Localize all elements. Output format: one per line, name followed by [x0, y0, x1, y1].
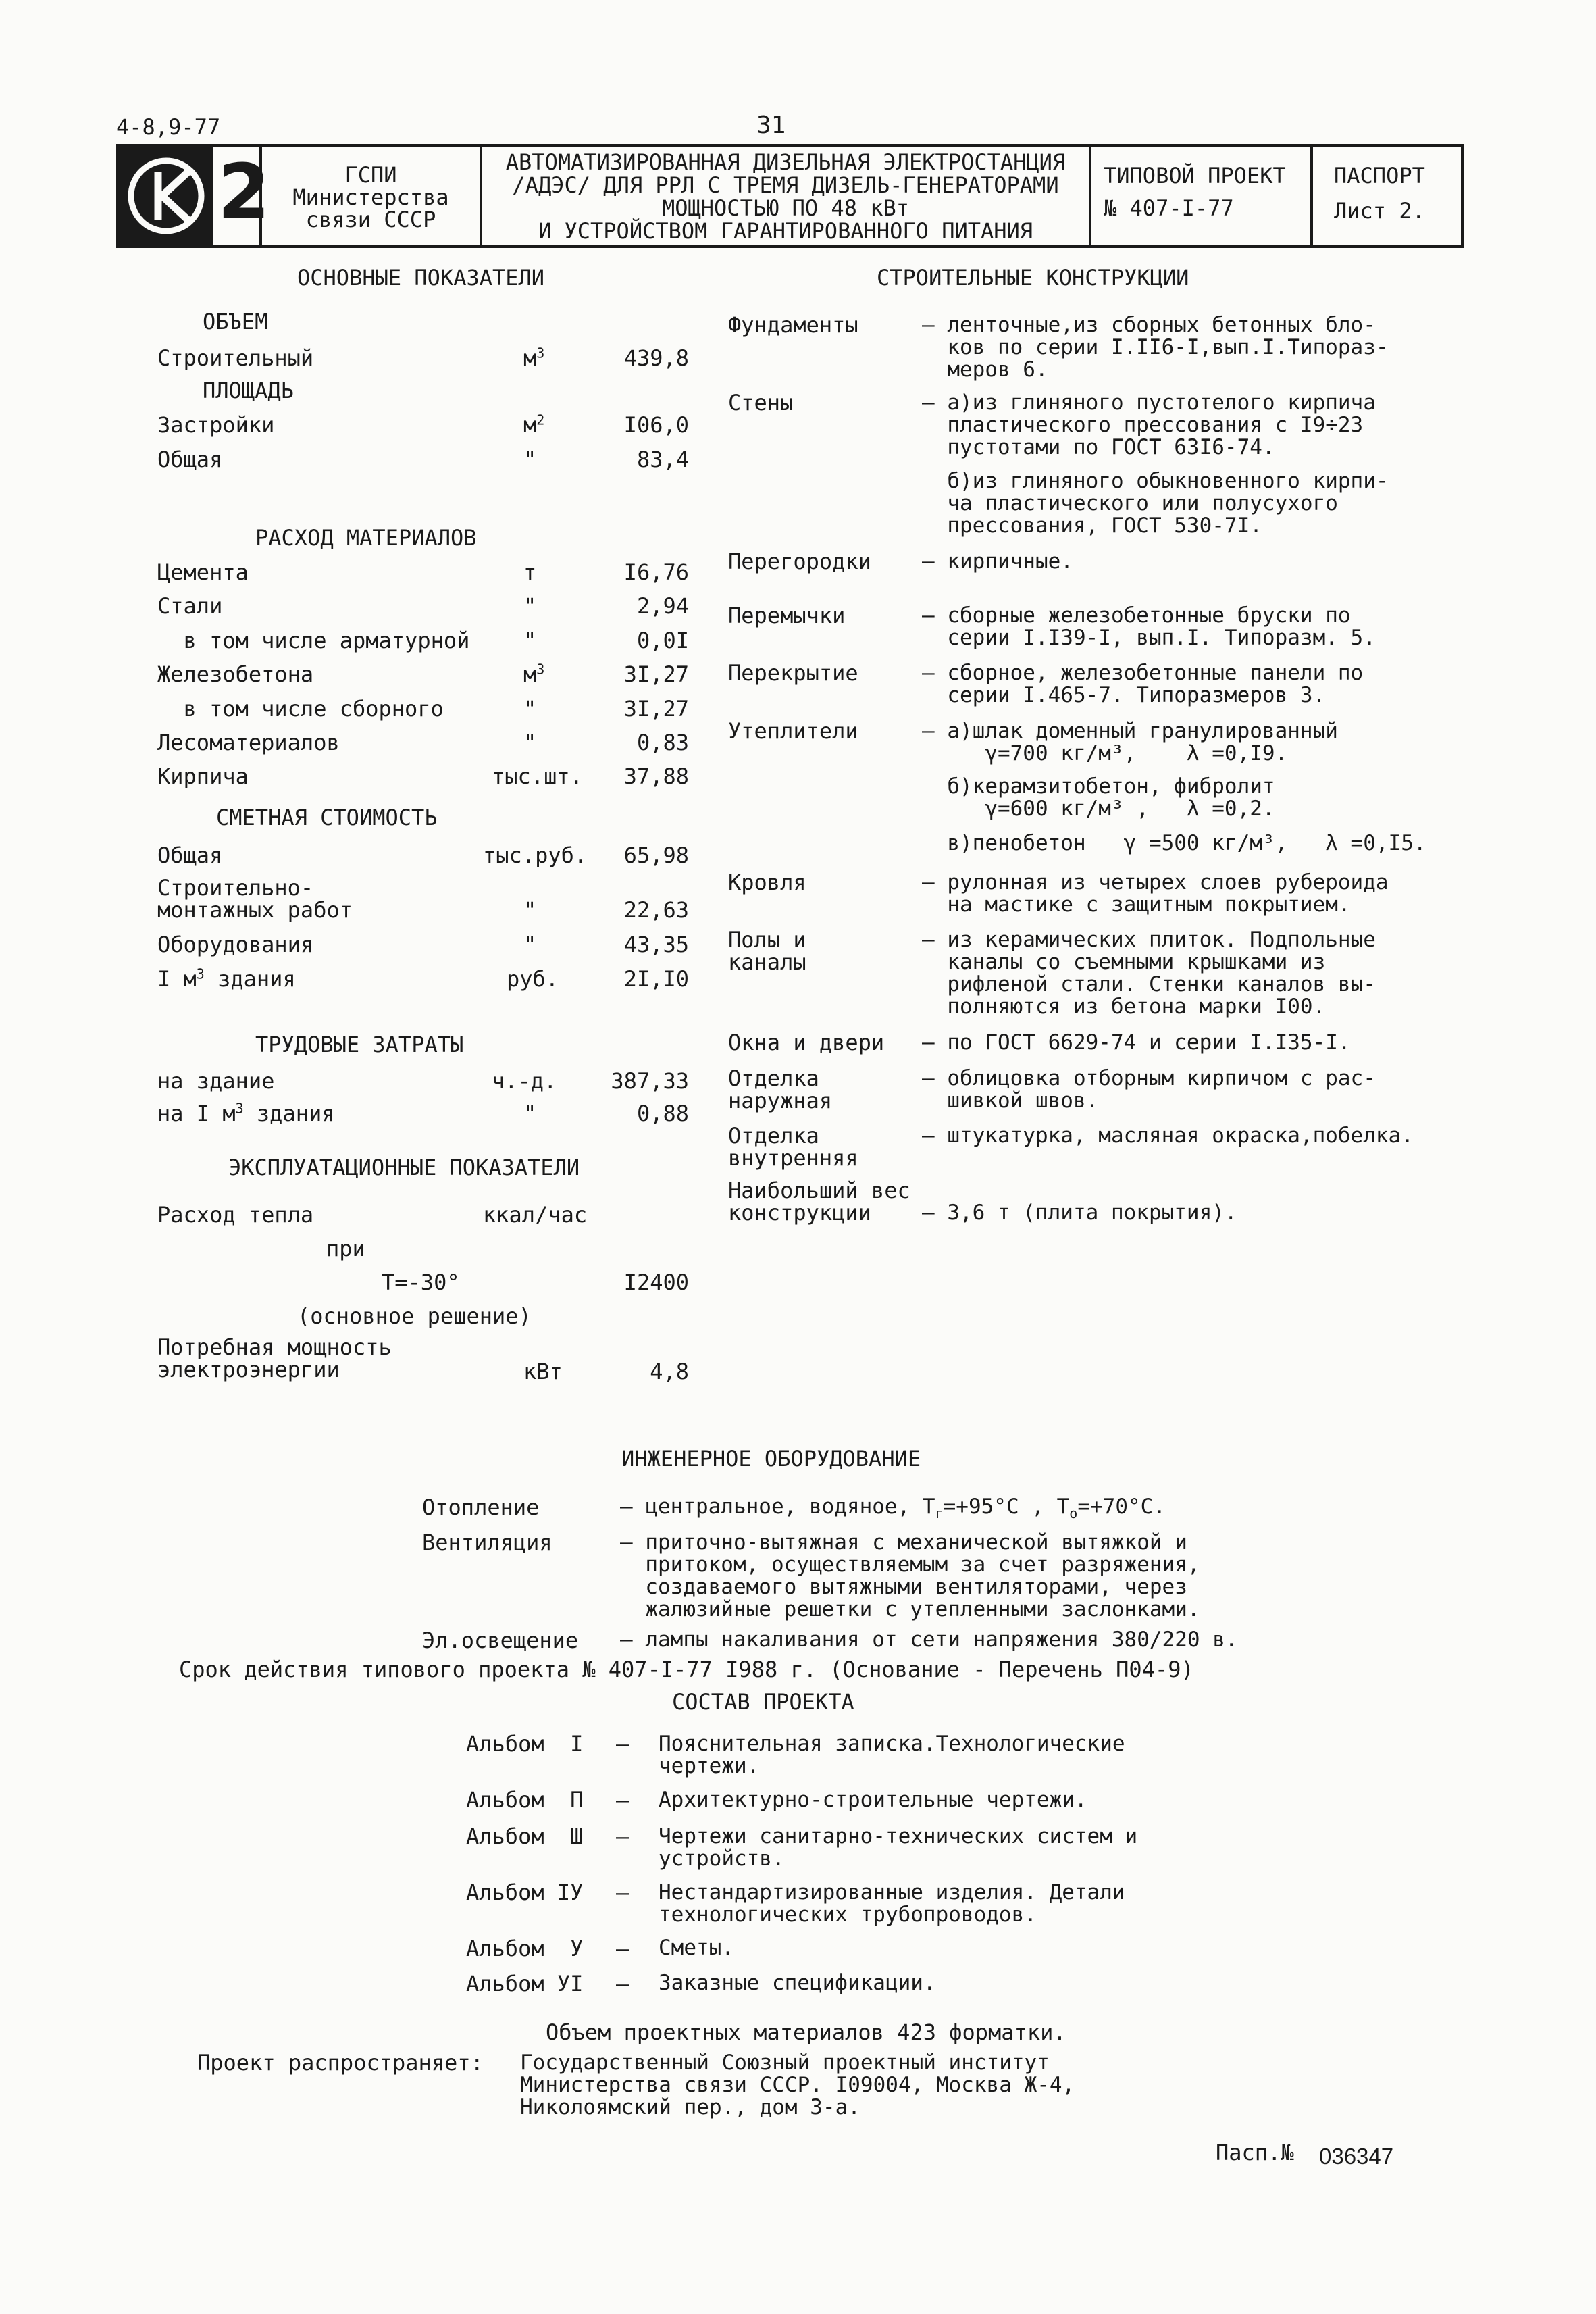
- album-dash: –: [616, 1971, 629, 1996]
- row-unit: тыс.руб.: [483, 842, 588, 868]
- structure-name: Наибольший вес конструкции: [728, 1178, 910, 1226]
- subsection-title: ТРУДОВЫЕ ЗАТРАТЫ: [255, 1032, 464, 1057]
- row-label: Расход тепла: [157, 1202, 314, 1228]
- structure-text: – а)шлак доменный гранулированный γ=700 кг/м³, λ =0,I9.: [922, 719, 1338, 765]
- structure-text: б)из глиняного обыкновенного кирпи- ча пластического или полусухого прессования, ГОСТ 530-7I.: [947, 469, 1389, 538]
- album-name: Альбом Ш: [466, 1823, 584, 1849]
- row-unit: руб.: [507, 966, 559, 992]
- row-label: Кирпича: [157, 763, 249, 789]
- project-title-line: /АДЭС/ ДЛЯ РРЛ С ТРЕМЯ ДИЗЕЛЬ-ГЕНЕРАТОРАМИ: [512, 172, 1059, 198]
- distributor-label: Проект распространяет:: [197, 2050, 484, 2076]
- row-value: 43,35: [623, 932, 689, 957]
- logo-ck-icon: [119, 147, 213, 245]
- sheet-number-large: 2: [217, 149, 270, 236]
- org-line: Министерства: [292, 184, 449, 210]
- structure-text: – по ГОСТ 6629-74 и серии I.I35-I.: [922, 1030, 1351, 1055]
- subsection-title: СМЕТНАЯ СТОИМОСТЬ: [216, 805, 438, 830]
- row-unit: ": [523, 932, 537, 957]
- row-value: 37,88: [623, 763, 689, 789]
- row-unit: ккал/час: [483, 1202, 588, 1228]
- album-dash: –: [616, 1936, 629, 1961]
- row-value: 439,8: [623, 345, 689, 371]
- row-label: Строительный: [157, 345, 314, 371]
- engineering-name: Отопление: [422, 1494, 540, 1520]
- row-label: Лесоматериалов: [157, 730, 340, 755]
- album-name: Альбом IУ: [466, 1880, 584, 1905]
- row-unit: кВт: [523, 1359, 563, 1384]
- structure-text: – штукатурка, масляная окраска,побелка.: [922, 1124, 1414, 1148]
- row-unit: $м^2$: [523, 411, 545, 438]
- row-value: 83,4: [636, 447, 689, 472]
- structure-name: Кровля: [728, 870, 806, 895]
- subsection-title: ПЛОЩАДЬ: [203, 378, 294, 403]
- row-label: Оборудования: [157, 932, 314, 957]
- album-text: Заказные спецификации.: [659, 1971, 936, 1995]
- org-line: связи СССР: [305, 207, 436, 232]
- structure-name: Стены: [728, 390, 794, 416]
- row-value: 4,8: [650, 1359, 689, 1384]
- structure-name: Фундаменты: [728, 312, 858, 338]
- row-unit: ": [523, 730, 537, 755]
- row-label: в том числе сборного: [157, 696, 444, 722]
- engineering-name: Эл.освещение: [422, 1628, 579, 1653]
- page-code: 4-8,9-77: [116, 114, 221, 140]
- album-name: Альбом УI: [466, 1971, 584, 1996]
- project-title-line: И УСТРОЙСТВОМ ГАРАНТИРОВАННОГО ПИТАНИЯ: [538, 218, 1033, 244]
- row-value: 3I,27: [623, 696, 689, 722]
- album-dash: –: [616, 1731, 629, 1757]
- structure-text: – облицовка отборным кирпичом с рас- шивкой швов.: [922, 1066, 1376, 1113]
- heat-temperature: Т=-30°: [382, 1269, 460, 1295]
- passport-number-label: Пасп.№: [1216, 2140, 1294, 2165]
- row-value: 387,33: [611, 1068, 689, 1094]
- row-unit: ": [523, 696, 537, 722]
- page-number: 31: [756, 111, 786, 139]
- album-dash: –: [616, 1787, 629, 1813]
- section-title: СОСТАВ ПРОЕКТА: [672, 1689, 854, 1715]
- subsection-title: РАСХОД МАТЕРИАЛОВ: [255, 525, 477, 551]
- row-unit: ": [523, 628, 537, 653]
- logo-block: [119, 147, 270, 245]
- row-value: I2400: [623, 1269, 689, 1295]
- structure-text: – а)из глиняного пустотелого кирпича пластического прессования с I9÷23 пустотами по ГОСТ 63I6-74.: [922, 391, 1376, 459]
- row-unit: ": [523, 1101, 537, 1126]
- row-unit: $м^3$: [523, 345, 545, 371]
- row-value: 0,88: [636, 1101, 689, 1126]
- row-label: I $м^3$ здания: [157, 965, 296, 992]
- album-text: Сметы.: [659, 1936, 734, 1960]
- structure-name: Отделка внутренняя: [728, 1123, 858, 1171]
- section-title: СТРОИТЕЛЬНЫЕ КОНСТРУКЦИИ: [877, 265, 1189, 291]
- row-label: Строительно- монтажных работ: [157, 875, 353, 923]
- row-label: Общая: [157, 842, 223, 868]
- structure-name: Перекрытие: [728, 660, 858, 686]
- album-name: Альбом П: [466, 1787, 584, 1813]
- org-block: [262, 164, 480, 231]
- engineering-text: – приточно-вытяжная с механической вытяжкой и притоком, осуществляемым за счет разряжения, создаваемого вытяжными вентиляторами, через жалюзийные решетки с утепленными заслонками.: [620, 1530, 1200, 1621]
- structure-text: – сборные железобетонные бруски по серии I.I39-I, вып.I. Типоразм. 5.: [922, 603, 1376, 650]
- structure-text: в)пенобетон γ =500 кг/м³, λ =0,I5.: [922, 831, 1426, 855]
- row-unit: ": [523, 447, 537, 472]
- row-value: 22,63: [623, 897, 689, 923]
- section-title: ИНЖЕНЕРНОЕ ОБОРУДОВАНИЕ: [621, 1446, 921, 1472]
- row-value: I06,0: [623, 412, 689, 438]
- row-label: Цемента: [157, 559, 249, 585]
- row-label: в том числе арматурной: [157, 628, 470, 653]
- org-line: ГСПИ: [344, 162, 397, 188]
- project-title-line: АВТОМАТИЗИРОВАННАЯ ДИЗЕЛЬНАЯ ЭЛЕКТРОСТАНЦИЯ: [505, 149, 1066, 175]
- row-label: на здание: [157, 1068, 275, 1094]
- project-title-line: МОЩНОСТЬЮ ПО 48 кВт: [661, 195, 910, 221]
- structure-name: Утеплители: [728, 718, 858, 744]
- row-value: I6,76: [623, 559, 689, 585]
- row-unit: ": [523, 897, 537, 923]
- row-unit: ": [523, 593, 537, 619]
- structure-text: – из керамических плиток. Подпольные каналы со съемными крышками из рифленой стали. Стенки каналов вы- полняются из бетона марки I00.: [922, 928, 1376, 1019]
- engineering-text: – лампы накаливания от сети напряжения 380/220 в.: [620, 1628, 1238, 1652]
- row-label: Застройки: [157, 412, 275, 438]
- structure-text: б)керамзитобетон, фибролит γ=600 кг/м³ , λ =0,2.: [947, 774, 1275, 821]
- section-title: ОСНОВНЫЕ ПОКАЗАТЕЛИ: [297, 265, 545, 291]
- validity-note: Срок действия типового проекта № 407-I-77 I988 г. (Основание - Перечень П04-9): [179, 1657, 1194, 1682]
- album-text: Пояснительная записка.Технологические чертежи.: [659, 1732, 1125, 1778]
- passport-number: 036347: [1319, 2144, 1394, 2169]
- structure-text: – кирпичные.: [922, 549, 1073, 574]
- row-value: 2I,I0: [623, 966, 689, 992]
- distributor-text: Государственный Союзный проектный институт Министерства связи СССР. I09004, Москва Ж-4, Николоямский пер., дом 3-а.: [520, 2051, 1075, 2119]
- heat-condition: при: [326, 1236, 365, 1261]
- album-name: Альбом I: [466, 1731, 584, 1757]
- engineering-text: – центральное, водяное, $T_г=+95^\circ C$ , $T_о=+70^\circ C$.: [620, 1494, 1166, 1522]
- structure-name: Окна и двери: [728, 1030, 885, 1055]
- album-dash: –: [616, 1880, 629, 1905]
- passport-label: ПАСПОРТ: [1334, 163, 1425, 188]
- row-label: Стали: [157, 593, 223, 619]
- row-value: 0,83: [636, 730, 689, 755]
- subsection-title: ЭКСПЛУАТАЦИОННЫЕ ПОКАЗАТЕЛИ: [228, 1155, 580, 1180]
- sheet-label: Лист 2.: [1334, 198, 1425, 224]
- album-dash: –: [616, 1823, 629, 1849]
- row-value: 3I,27: [623, 661, 689, 687]
- structure-name: Полы и каналы: [728, 927, 806, 975]
- row-label: Железобетона: [157, 661, 314, 687]
- row-unit: тыс.шт.: [492, 763, 583, 789]
- row-unit: $м^3$: [523, 661, 545, 687]
- subsection-title: ОБЪЕМ: [203, 309, 268, 334]
- structure-name: Отделка наружная: [728, 1065, 833, 1113]
- row-label: Потребная мощность электроэнергии: [157, 1334, 392, 1382]
- typical-project-number: № 407-I-77: [1104, 195, 1234, 221]
- structure-name: Перемычки: [728, 603, 846, 628]
- row-label: на I $м^3$ здания: [157, 1100, 335, 1126]
- structure-name: Перегородки: [728, 549, 871, 574]
- materials-volume-note: Объем проектных материалов 423 форматки.: [546, 2019, 1066, 2045]
- structure-text: – 3,6 т (плита покрытия).: [922, 1201, 1237, 1225]
- structure-text: – сборное, железобетонные панели по серии I.465-7. Типоразмеров 3.: [922, 661, 1364, 707]
- row-value: 0,0I: [636, 628, 689, 653]
- engineering-name: Вентиляция: [422, 1530, 552, 1555]
- row-value: 65,98: [623, 842, 689, 868]
- structure-text: – ленточные,из сборных бетонных бло- ков по серии I.II6-I,вып.I.Типораз- меров 6.: [922, 313, 1389, 382]
- typical-project-label: ТИПОВОЙ ПРОЕКТ: [1104, 163, 1286, 188]
- row-value: 2,94: [636, 593, 689, 619]
- row-unit: ч.-д.: [492, 1068, 557, 1094]
- album-name: Альбом У: [466, 1936, 584, 1961]
- album-text: Архитектурно-строительные чертежи.: [659, 1788, 1087, 1812]
- structure-text: – рулонная из четырех слоев рубероида на мастике с защитным покрытием.: [922, 870, 1389, 917]
- row-unit: т: [523, 559, 537, 585]
- album-text: Чертежи санитарно-технических систем и устройств.: [659, 1824, 1138, 1871]
- row-label: Общая: [157, 447, 223, 472]
- heat-note: (основное решение): [297, 1303, 532, 1329]
- album-text: Нестандартизированные изделия. Детали технологических трубопроводов.: [659, 1880, 1125, 1927]
- project-title: [482, 151, 1089, 243]
